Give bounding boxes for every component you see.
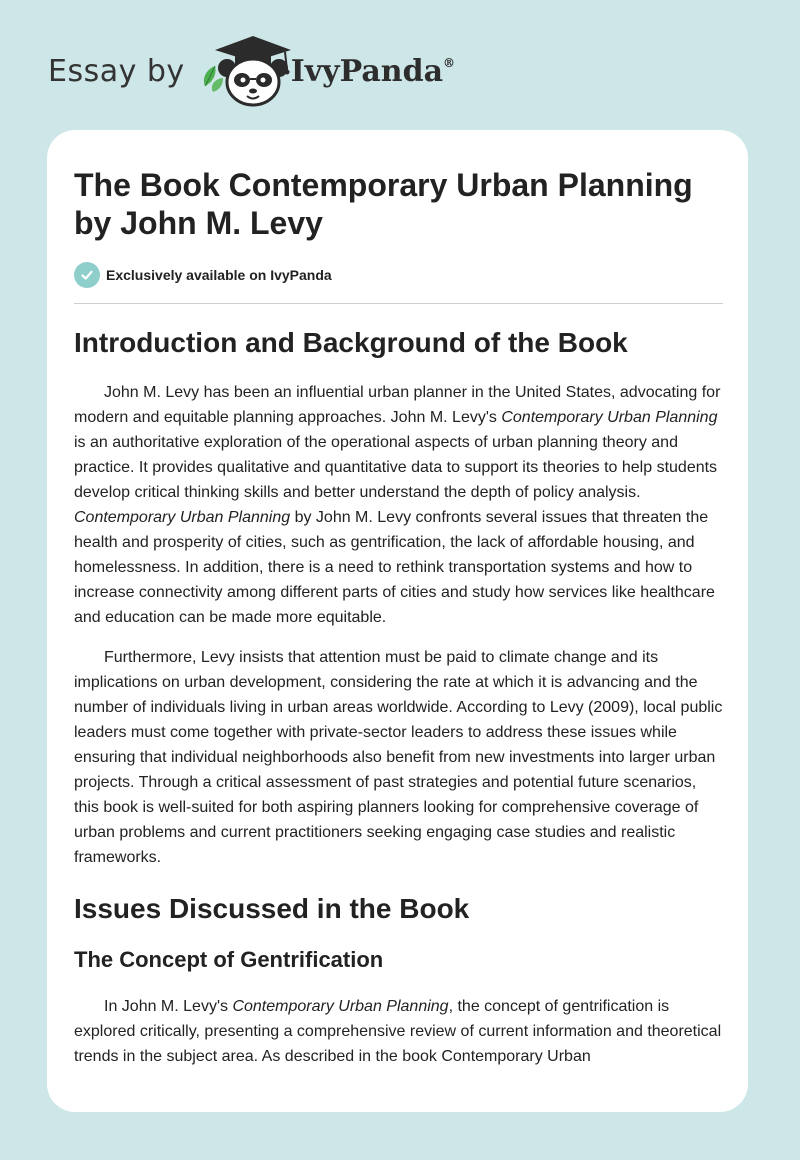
essay-card [47,130,748,1112]
section-heading-introduction: Introduction and Background of the Book [74,327,628,358]
essay-content [74,130,724,1069]
exclusive-text: Exclusively available on IvyPanda [106,267,332,283]
subsection-heading-gentrification: The Concept of Gentrification [74,947,384,972]
essay-title: The Book Contemporary Urban Planning by John M. Levy [74,167,693,241]
divider [74,303,723,304]
paragraph-intro-2: Furthermore, Levy insists that attention must be paid to climate change and its implications on urban development, considering the rate at which it is advancing and the number of individuals living in urban areas worldwide. According to Levy (2009), local public leaders must come together with private-sector leaders to address these issues while ensuring that individual neighborhoods also benefit from new investments into larger urban projects. Through a critical assessment of past strategies and potential future scenarios, this book is well-suited for both aspiring planners looking for comprehensive coverage of urban problems and current practitioners seeking engaging case studies and realistic frameworks. [74,649,723,866]
paragraph-gentrification-1: In John M. Levy's Contemporary Urban Planning, the concept of gentrification is explored critically, presenting a comprehensive review of current information and theoretical trends in the subject area. As described in the book Contemporary Urban [74,998,722,1065]
check-circle-icon [74,262,100,288]
brand-name[interactable]: IvyPanda® [290,53,456,89]
essay-by-label: Essay by [48,53,185,89]
paragraph-intro-1: John M. Levy has been an influential urban planner in the United States, advocating for modern and equitable planning approaches. John M. Levy's Contemporary Urban Planning is an authoritative exploration of the operational aspects of urban planning theory and practice. It provides qualitative and quantitative data to support its theories to help students develop critical thinking skills and better understand the depth of policy analysis. Contemporary Urban Planning by John M. Levy confronts several issues that threaten the health and prosperity of cities, such as gentrification, the lack of affordable housing, and homelessness. In addition, there is a need to rethink transportation systems and how to increase connectivity among different parts of cities and study how services like healthcare and education can be made more equitable. [74,384,721,626]
exclusive-badge [74,262,724,288]
registered-mark: ® [443,55,456,70]
panda-graduate-logo-icon[interactable] [199,30,299,110]
site-header [48,30,455,110]
section-heading-issues: Issues Discussed in the Book [74,893,470,924]
